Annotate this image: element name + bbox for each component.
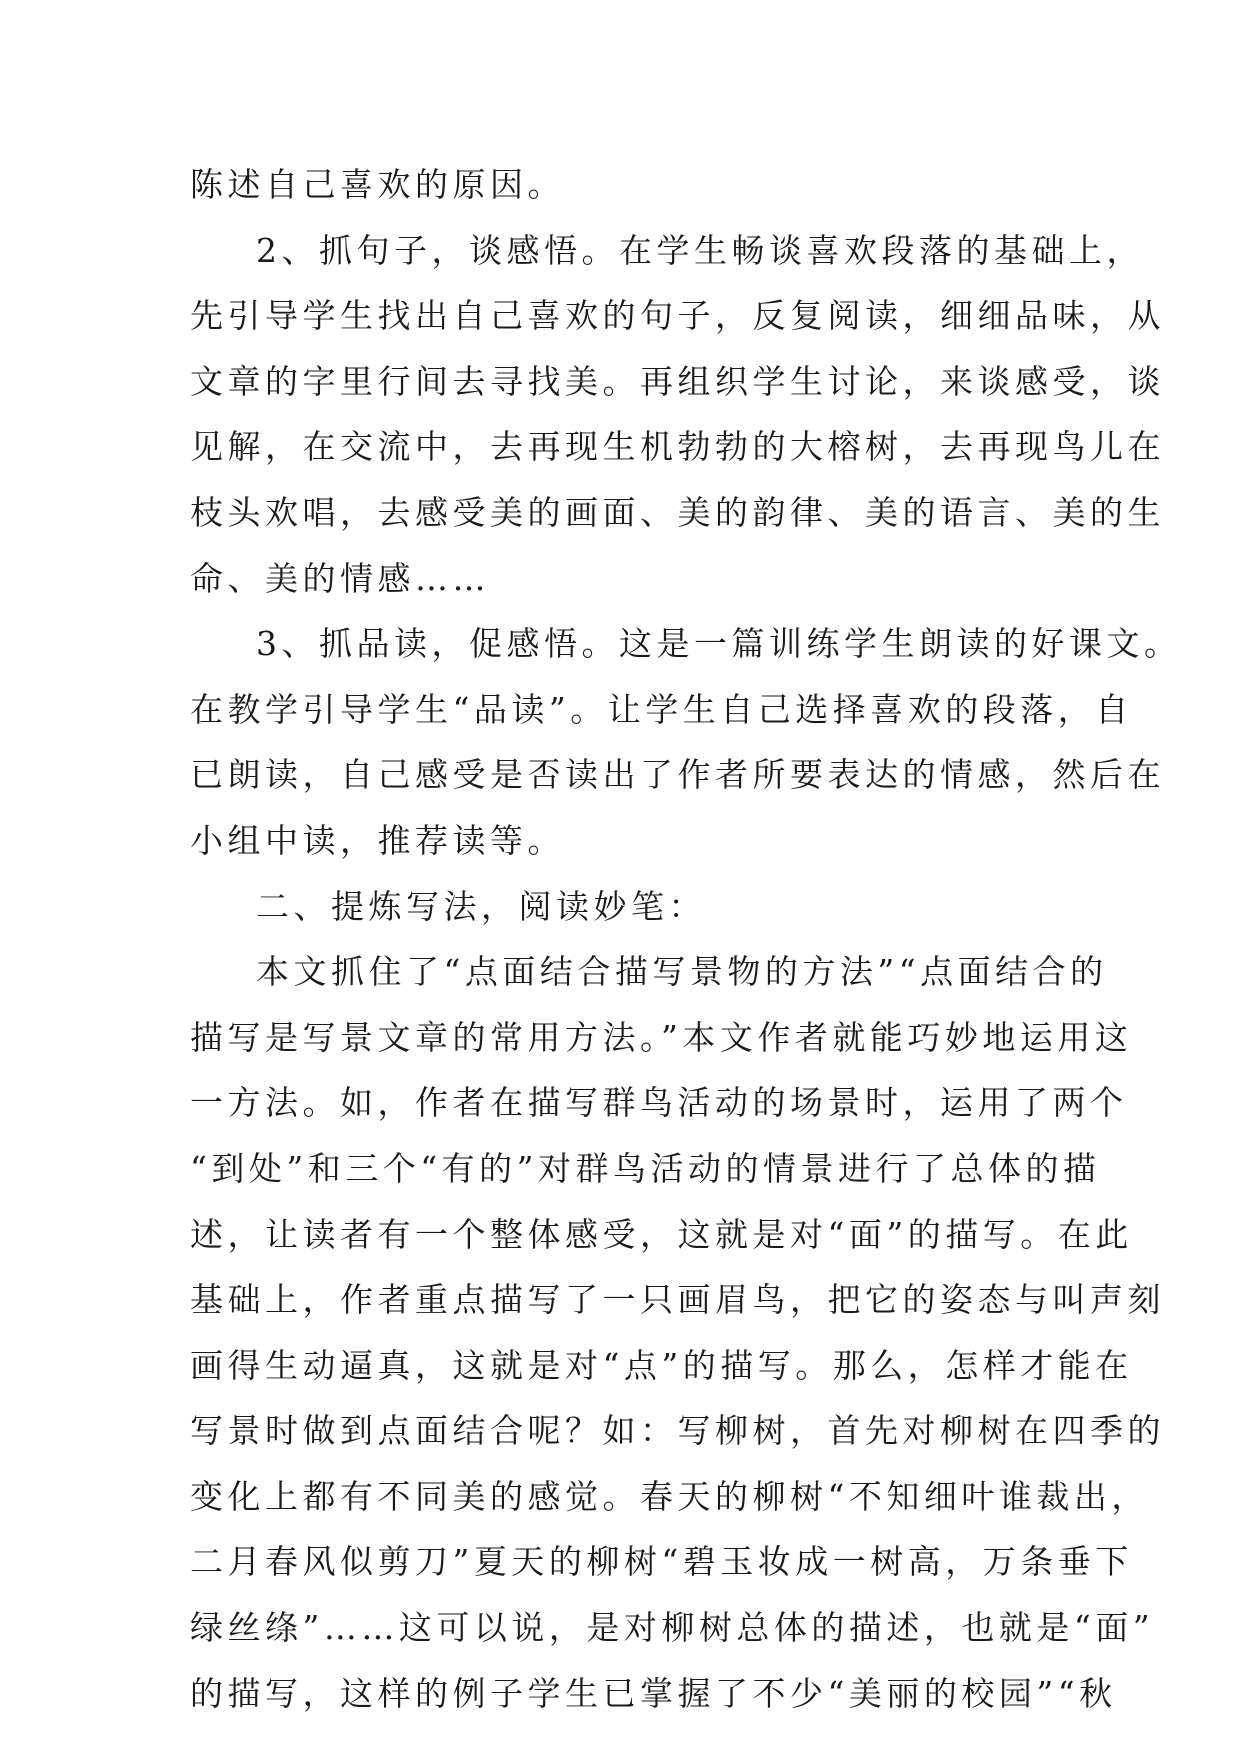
text-line: 描写是写景文章的常用方法。”本文作者就能巧妙地运用这 bbox=[190, 1017, 1133, 1057]
text-line: 绿丝绦”……这可以说，是对柳树总体的描述，也就是“面” bbox=[190, 1608, 1155, 1648]
text-line: 命、美的情感…… bbox=[190, 558, 490, 598]
text-line: 一方法。如，作者在描写群鸟活动的场景时，运用了两个 bbox=[190, 1083, 1128, 1123]
text-line: “到处”和三个“有的”对群鸟活动的情景进行了总体的描 bbox=[190, 1148, 1101, 1188]
text-line: 3、抓品读，促感悟。这是一篇训练学生朗读的好课文。 bbox=[256, 624, 1182, 664]
text-line: 写景时做到点面结合呢？如：写柳树，首先对柳树在四季的 bbox=[190, 1411, 1165, 1451]
text-line: 先引导学生找出自己喜欢的句子，反复阅读，细细品味，从 bbox=[190, 296, 1165, 336]
text-line: 画得生动逼真，这就是对“点”的描写。那么，怎样才能在 bbox=[190, 1345, 1133, 1385]
text-line: 枝头欢唱，去感受美的画面、美的韵律、美的语言、美的生 bbox=[190, 492, 1165, 532]
text-line: 本文抓住了“点面结合描写景物的方法”“点面结合的 bbox=[256, 952, 1108, 992]
text-line: 2、抓句子，谈感悟。在学生畅谈喜欢段落的基础上， bbox=[256, 230, 1144, 270]
section-heading: 二、提炼写法，阅读妙笔： bbox=[256, 886, 706, 926]
text-line: 变化上都有不同美的感觉。春天的柳树“不知细叶谁裁出， bbox=[190, 1476, 1149, 1516]
document-body bbox=[190, 152, 1182, 1726]
text-line: 小组中读，推荐读等。 bbox=[190, 820, 565, 860]
text-line: 见解，在交流中，去再现生机勃勃的大榕树，去再现鸟儿在 bbox=[190, 427, 1165, 467]
text-line: 文章的字里行间去寻找美。再组织学生讨论，来谈感受，谈 bbox=[190, 361, 1165, 401]
text-line: 已朗读，自己感受是否读出了作者所要表达的情感，然后在 bbox=[190, 755, 1165, 795]
text-line: 二月春风似剪刀”夏天的柳树“碧玉妆成一树高，万条垂下 bbox=[190, 1542, 1133, 1582]
text-line: 基础上，作者重点描写了一只画眉鸟，把它的姿态与叫声刻 bbox=[190, 1280, 1165, 1320]
text-line: 述，让读者有一个整体感受，这就是对“面”的描写。在此 bbox=[190, 1214, 1133, 1254]
text-line: 的描写，这样的例子学生已掌握了不少“美丽的校园”“秋 bbox=[190, 1673, 1117, 1713]
text-line: 陈述自己喜欢的原因。 bbox=[190, 165, 565, 204]
text-line: 在教学引导学生“品读”。让学生自己选择喜欢的段落，自 bbox=[190, 689, 1133, 729]
